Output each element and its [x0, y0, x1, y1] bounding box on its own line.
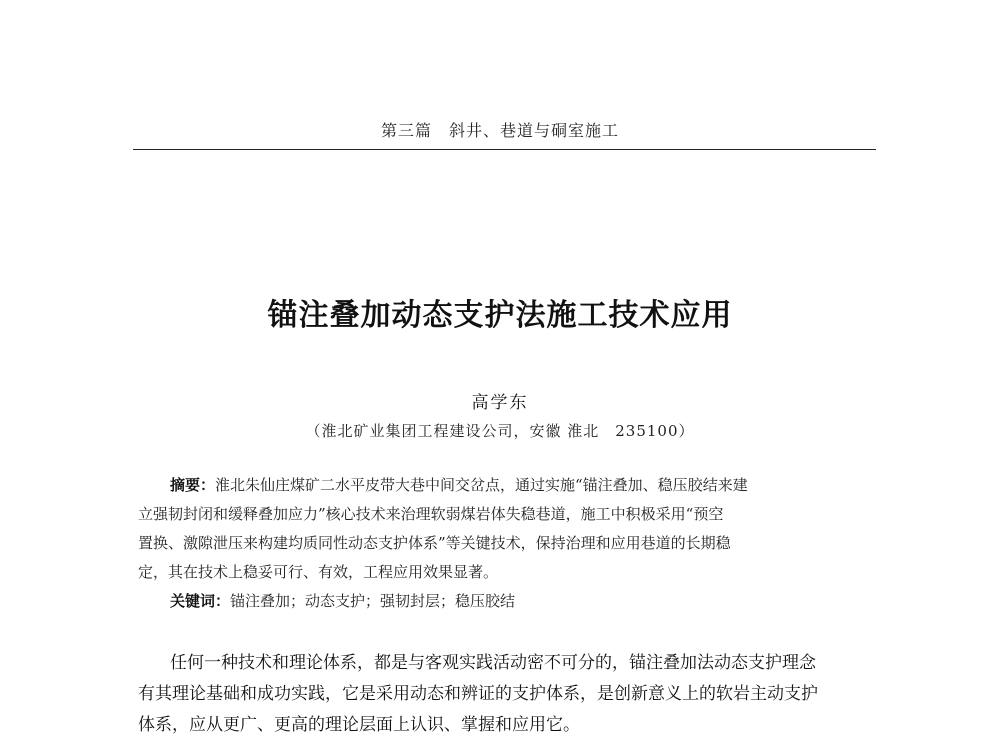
body-line: 有其理论基础和成功实践，它是采用动态和辨证的支护体系，是创新意义上的软岩主动支护 [138, 684, 818, 704]
running-header: 第三篇 斜井、巷道与硐室施工 [380, 121, 619, 140]
abstract-label: 摘要： [170, 476, 216, 494]
body-line: 体系，应从更广、更高的理论层面上认识、掌握和应用它。 [138, 715, 580, 735]
keywords-text: 锚注叠加；动态支护；强韧封层；稳压胶结 [230, 592, 516, 610]
abstract-line: 定，其在技术上稳妥可行、有效，工程应用效果显著。 [138, 563, 499, 581]
body-paragraph [138, 648, 878, 741]
abstract-text: 淮北朱仙庄煤矿二水平皮带大巷中间交岔点，通过实施“锚注叠加、稳压胶结来建 [215, 476, 748, 494]
author-name: 高学东 [471, 393, 529, 413]
abstract-line: 置换、激隙泄压来构建均质同性动态支护体系”等关键技术，保持治理和应用巷道的长期稳 [138, 534, 731, 552]
abstract-block [138, 471, 878, 616]
author-affiliation: （淮北矿业集团工程建设公司，安徽 淮北 235100） [305, 422, 695, 440]
keywords-line [138, 587, 878, 616]
header-divider [133, 149, 876, 150]
paper-title: 锚注叠加动态支护法施工技术应用 [267, 298, 733, 333]
abstract-line [138, 471, 878, 500]
body-line: 任何一种技术和理论体系，都是与客观实践活动密不可分的，锚注叠加法动态支护理念 [170, 653, 816, 673]
abstract-line: 立强韧封闭和缓释叠加应力”核心技术来治理软弱煤岩体失稳巷道，施工中积极采用“预空 [138, 505, 724, 523]
keywords-label: 关键词： [170, 592, 231, 610]
